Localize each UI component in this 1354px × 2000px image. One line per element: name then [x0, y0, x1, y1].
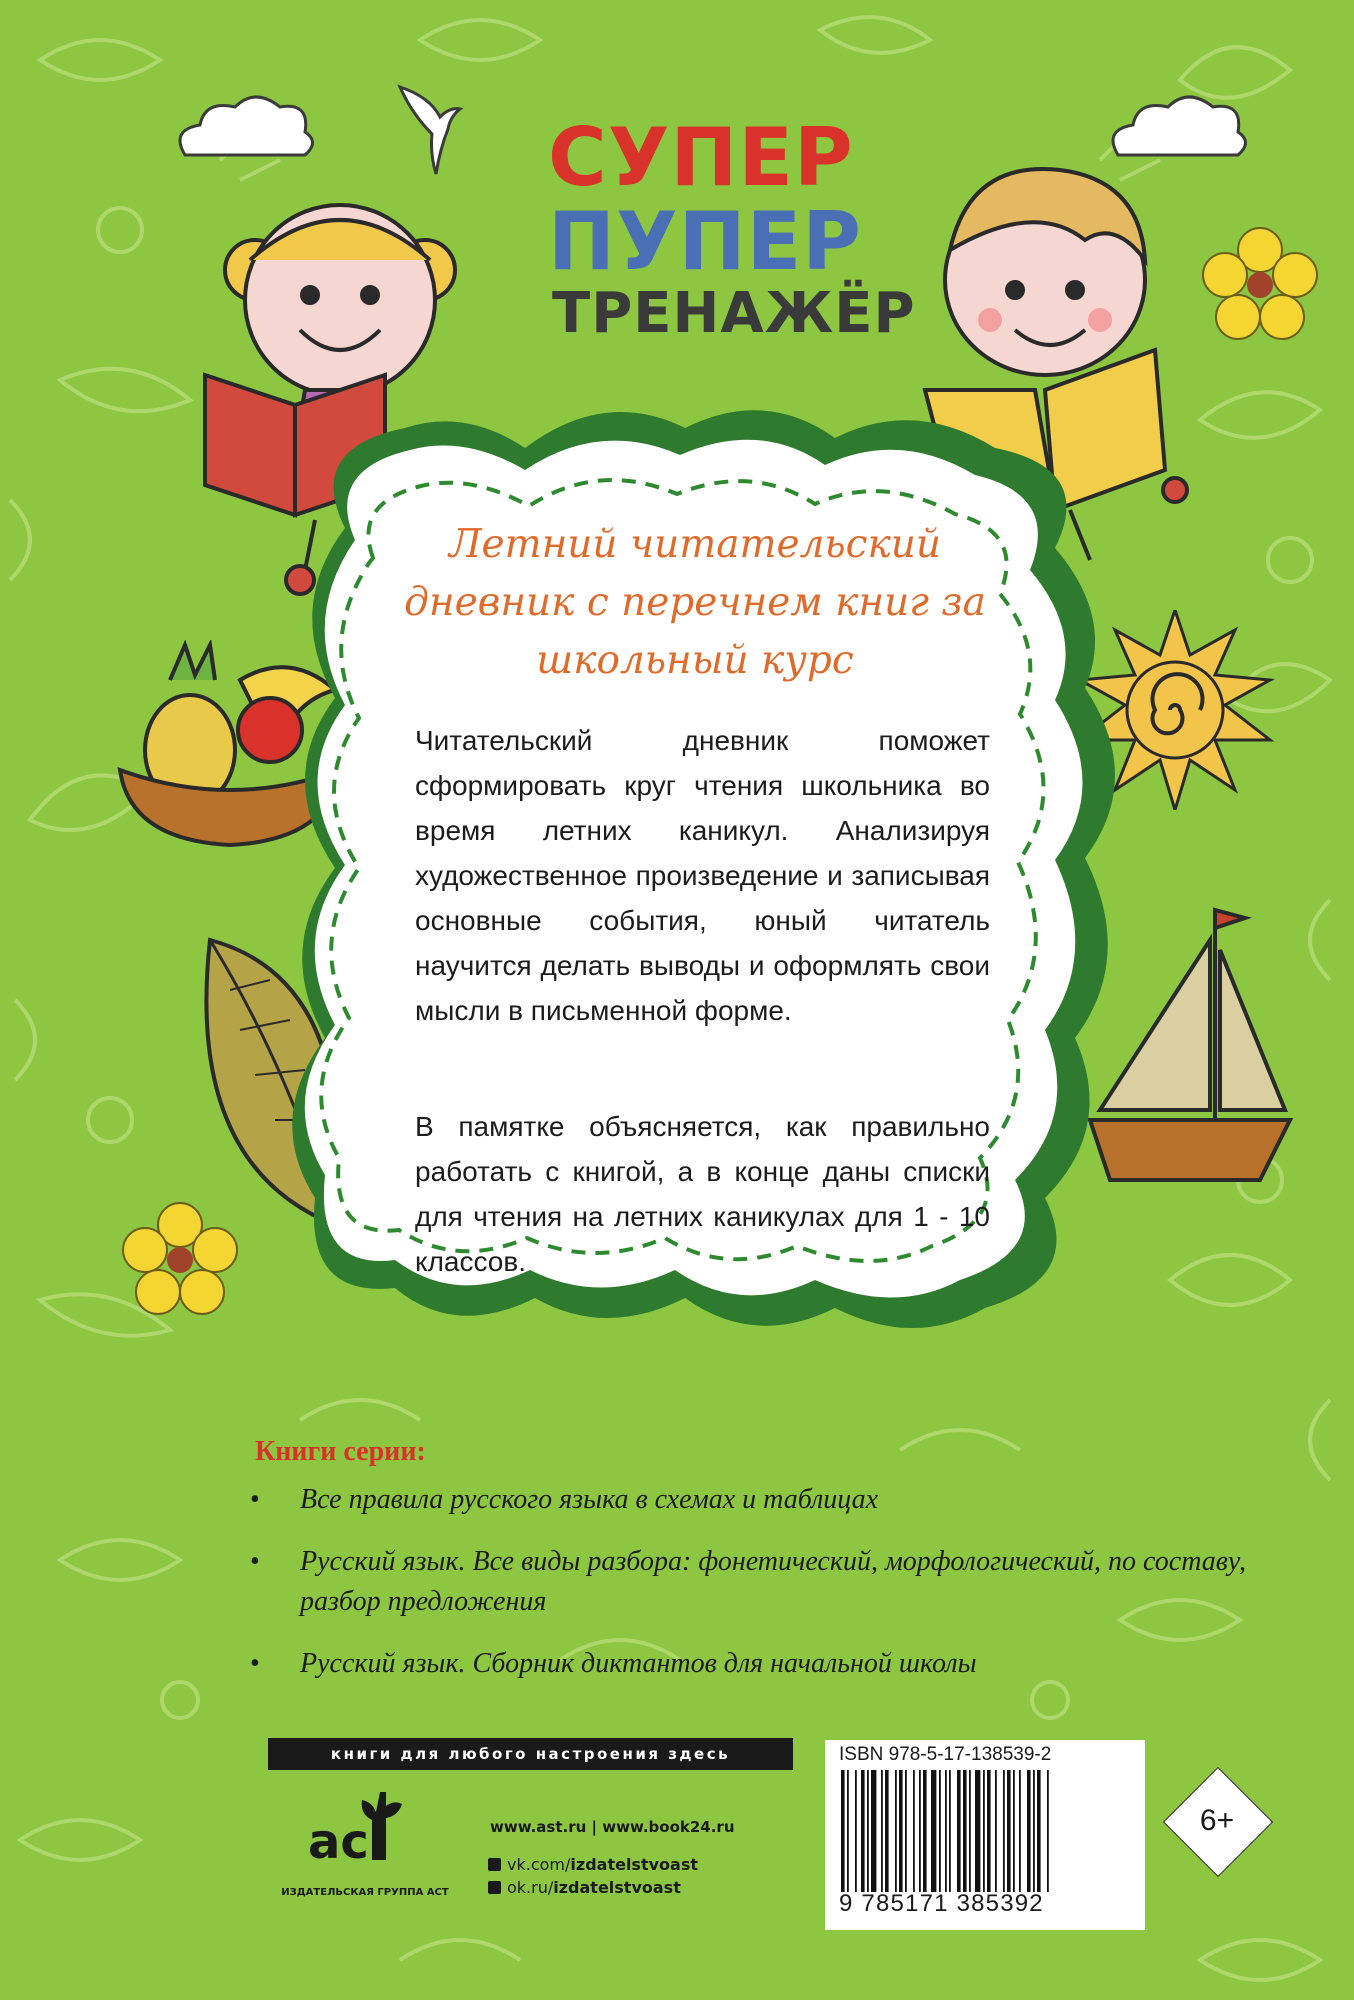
- description-paragraph-2: В памятке объясняется, как правильно работать с книгой, а в конце даны списки для чтения на летних каникулах для 1 - 10 классов.: [415, 1111, 990, 1277]
- title-line-2: ПУПЕР: [548, 195, 862, 288]
- ok-handle: izdatelstvoast: [553, 1878, 681, 1897]
- series-item: • Русский язык. Все виды разбора: фонетический, морфологический, по составу, разбор предложения: [250, 1542, 1290, 1622]
- ok-icon: [488, 1881, 501, 1894]
- barcode-digits: 9 785171 385392: [839, 1890, 1044, 1917]
- slogan-bar: книги для любого настроения здесь: [268, 1738, 793, 1770]
- vk-icon: [488, 1858, 501, 1871]
- barcode-bars: [839, 1770, 1131, 1892]
- vk-link[interactable]: [488, 1855, 698, 1874]
- description-paragraph-1: Читательский дневник поможет сформировать круг чтения школьника во время летних каникул. Анализируя художественное произведение и записывая основные события, юный читатель научится делать выводы и оформлять свои мысли в письменной форме.: [415, 725, 990, 1026]
- svg-text:ac: ac: [308, 1814, 369, 1868]
- ok-link[interactable]: [488, 1878, 681, 1897]
- title-line-3: ТРЕНАЖЁР: [552, 281, 916, 346]
- series-list: [250, 1480, 1290, 1706]
- website-links[interactable]: www.ast.ru | www.book24.ru: [490, 1818, 735, 1836]
- series-item: • Русский язык. Сборник диктантов для начальной школы: [250, 1644, 1290, 1684]
- bird-icon: [395, 82, 465, 182]
- ok-prefix: ok.ru/: [507, 1878, 554, 1897]
- cloud-icon: [165, 95, 315, 165]
- age-rating-badge: [1164, 1768, 1270, 1874]
- cloud-icon: [1098, 95, 1248, 165]
- isbn-text: ISBN 978-5-17-138539-2: [839, 1744, 1052, 1765]
- ast-logo: [300, 1788, 410, 1868]
- barcode: [825, 1740, 1145, 1930]
- title-line-1: СУПЕР: [548, 111, 854, 204]
- subtitle: Летний читательский дневник с перечнем книг за школьный курс: [404, 522, 986, 683]
- age-rating-label: 6+: [1199, 1804, 1235, 1837]
- vk-prefix: vk.com/: [507, 1855, 571, 1874]
- series-item: • Все правила русского языка в схемах и таблицах: [250, 1480, 1290, 1520]
- flower-icon: [1200, 225, 1320, 345]
- series-heading: Книги серии:: [255, 1436, 426, 1467]
- vk-handle: izdatelstvoast: [570, 1855, 698, 1874]
- publisher-name: ИЗДАТЕЛЬСКАЯ ГРУППА АСТ: [281, 1887, 449, 1898]
